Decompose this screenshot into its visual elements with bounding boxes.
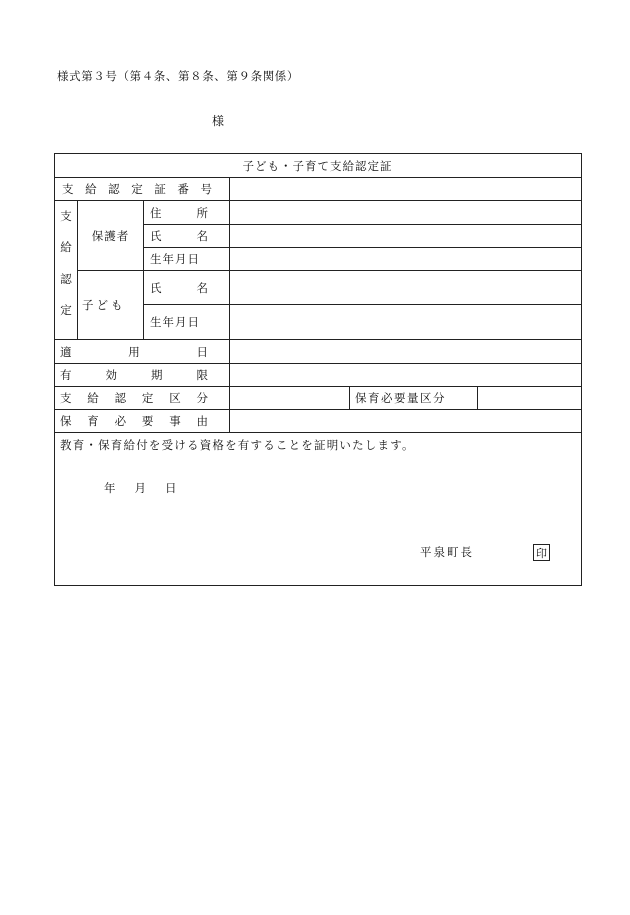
- cert-number-value[interactable]: [230, 178, 581, 200]
- guardian-name-value[interactable]: [230, 225, 581, 247]
- validity-period-label: 有 効 期 限: [60, 368, 208, 382]
- certification-category-value[interactable]: [230, 387, 349, 409]
- child-birthdate-label: 生年月日: [150, 315, 200, 329]
- child-birthdate-value[interactable]: [230, 305, 581, 339]
- certificate-title: 子ども・子育て支給認定証: [242, 158, 393, 173]
- childcare-need-value[interactable]: [478, 387, 581, 409]
- certification-side-label: 支 給 認 定: [60, 209, 72, 317]
- guardian-address-value[interactable]: [230, 201, 581, 224]
- child-name-value[interactable]: [230, 271, 581, 304]
- official-seal-mark: 印: [533, 544, 550, 561]
- guardian-name-label: 氏 名: [150, 229, 208, 243]
- cert-number-label: 支 給 認 定 証 番 号: [62, 182, 212, 196]
- child-name-label: 氏 名: [150, 280, 208, 295]
- applicable-date-label: 適 用 日: [60, 344, 208, 359]
- childcare-reason-value[interactable]: [230, 410, 581, 432]
- child-label: 子ども: [82, 298, 126, 312]
- date-line: 年 月 日: [104, 481, 177, 495]
- certification-category-label: 支 給 認 定 区 分: [60, 391, 208, 405]
- issuer-name: 平泉町長: [420, 545, 474, 559]
- applicable-date-value[interactable]: [230, 340, 581, 363]
- addressee-honorific: 様: [212, 114, 225, 128]
- form-number: 様式第３号（第４条、第８条、第９条関係）: [57, 69, 299, 83]
- guardian-birthdate-value[interactable]: [230, 248, 581, 270]
- guardian-birthdate-label: 生年月日: [150, 252, 200, 266]
- childcare-reason-label: 保 育 必 要 事 由: [60, 414, 208, 428]
- validity-period-value[interactable]: [230, 364, 581, 386]
- childcare-need-label: 保育必要量区分: [355, 391, 446, 405]
- guardian-label: 保護者: [91, 228, 130, 243]
- certification-statement: 教育・保育給付を受ける資格を有することを証明いたします。: [60, 438, 415, 452]
- guardian-address-label: 住 所: [150, 205, 208, 220]
